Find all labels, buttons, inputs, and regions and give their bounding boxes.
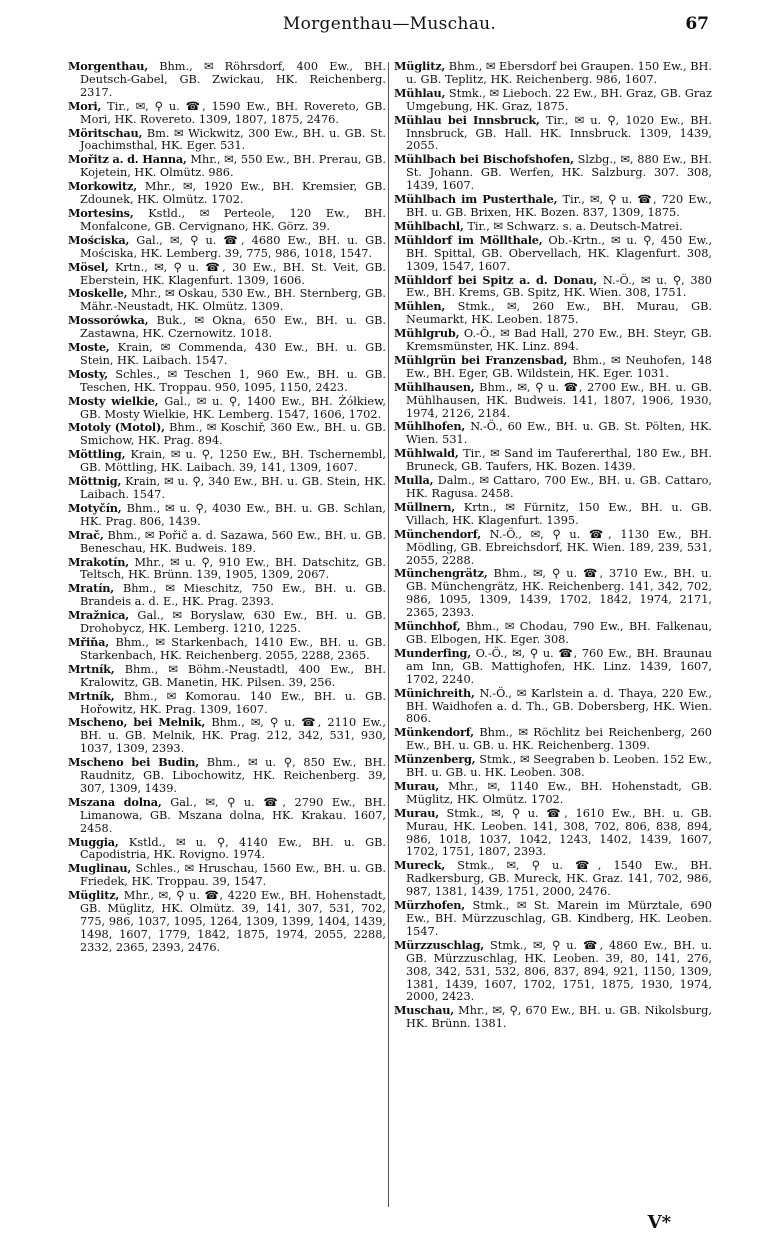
gazetteer-entry: [394, 807, 712, 860]
entry-details: Stmk., ✉, ⚲ u. ☎, 1540 Ew., BH. Radkersburg, GB. Mureck, HK. Graz. 141, 702, 986, 987, 1381, 1439, 1751, 2000, 2476.: [406, 859, 712, 899]
place-name: Mühlhofen,: [394, 419, 466, 434]
gazetteer-entry: [68, 180, 386, 207]
entry-details: Kstld., ✉ u. ⚲, 4140 Ew., BH. u. GB. Capodistria, HK. Rovigno. 1974.: [80, 835, 386, 862]
gazetteer-entry: [68, 556, 386, 583]
column-divider: [388, 62, 389, 1207]
place-name: Mühlbach bei Bischofshofen,: [394, 152, 574, 167]
entry-details: Krain, ✉ Commenda, 430 Ew., BH. u. GB. Stein, HK. Laibach. 1547.: [80, 341, 386, 367]
entry-details: Schles., ✉ Hruschau, 1560 Ew., BH. u. GB. Friedek, HK. Troppau. 39, 1547.: [80, 862, 386, 889]
place-name: Mscheno, bei Melnik,: [68, 715, 206, 730]
place-name: Mořitz a. d. Hanna,: [68, 152, 187, 167]
gazetteer-entry: [68, 609, 386, 636]
place-name: Müglitz,: [394, 60, 446, 73]
place-name: Mühlau bei Innsbruck,: [394, 112, 540, 127]
place-name: Murau,: [394, 805, 439, 820]
place-name: Mosty,: [68, 366, 108, 381]
gazetteer-entry: [394, 327, 712, 354]
entry-details: Bhm., ✉, ⚲ u. ☎, 2700 Ew., BH. u. GB. Mühlhausen, HK. Budweis. 141, 1807, 1906, 1930, 1974, 2126, 2184.: [406, 380, 712, 420]
entry-details: Bhm., ✉ Ebersdorf bei Graupen. 150 Ew., BH. u. GB. Teplitz, HK. Reichenberg. 986, 1607.: [406, 60, 712, 86]
gazetteer-entry: [394, 114, 712, 154]
place-name: Mortesins,: [68, 205, 134, 220]
gazetteer-entry: [394, 381, 712, 421]
place-name: Mościska,: [68, 232, 130, 247]
gazetteer-entry: [394, 859, 712, 899]
entry-details: Kstld., ✉ Perteole, 120 Ew., BH. Monfalcone, GB. Cervignano, HK. Görz. 39.: [80, 206, 386, 233]
entry-details: Gal., ✉, ⚲ u. ☎, 2790 Ew., BH. Limanowa, GB. Mszana dolna, HK. Krakau. 1607, 2458.: [80, 795, 386, 835]
entry-details: Krain, ✉ u. ⚲, 340 Ew., BH. u. GB. Stein, HK. Laibach. 1547.: [80, 475, 386, 501]
place-name: Münchengrätz,: [394, 566, 488, 581]
place-name: Münkendorf,: [394, 725, 474, 740]
place-name: Muglinau,: [68, 861, 132, 876]
place-name: Mühldorf bei Spitz a. d. Donau,: [394, 272, 598, 287]
gazetteer-entry: [68, 60, 386, 100]
place-name: Moste,: [68, 340, 110, 355]
gazetteer-entry: [394, 153, 712, 193]
entry-details: N.-Ö., ✉, ⚲ u. ☎, 1130 Ew., BH. Mödling, GB. Ebreichsdorf, HK. Wien. 189, 239, 531, 2055, 2288.: [406, 527, 712, 567]
gazetteer-entry: [394, 474, 712, 501]
entry-details: N.-Ö., 60 Ew., BH. u. GB. St. Pölten, HK. Wien. 531.: [406, 420, 712, 447]
entry-details: Bhm., ✉ Böhm.-Neustadtl, 400 Ew., BH. Kralowitz, GB. Manetin, HK. Pilsen. 39, 256.: [80, 662, 386, 689]
gazetteer-entry: [68, 796, 386, 836]
entry-details: Bhm., ✉, ⚲ u. ☎, 2110 Ew., BH. u. GB. Melnik, HK. Prag. 212, 342, 531, 930, 1037, 1309, 2393.: [80, 716, 386, 756]
place-name: Möritschau,: [68, 125, 143, 140]
entry-details: Tir., ✉, ⚲ u. ☎, 720 Ew., BH. u. GB. Brixen, HK. Bozen. 837, 1309, 1875.: [406, 193, 712, 219]
gazetteer-entry: [68, 448, 386, 475]
gazetteer-entry: [68, 836, 386, 863]
entry-details: Mhr., ✉, ⚲ u. ☎, 4220 Ew., BH. Hohenstadt, GB. Müglitz, HK. Olmütz. 39, 141, 307, 531, 702, 775, 986, 1037, 1095, 1264, 1309, 1399, 1404, 1439, 1498, 1607, 1779, 1842, 1875, 1974, 2055, 2288, 2332, 2365, 2393, 2476.: [80, 889, 386, 954]
entry-details: Dalm., ✉ Cattaro, 700 Ew., BH. u. GB. Cattaro, HK. Ragusa. 2458.: [406, 474, 712, 500]
place-name: Münzenberg,: [394, 752, 476, 767]
gazetteer-entry: [394, 447, 712, 474]
place-name: Mrtník,: [68, 661, 115, 676]
gazetteer-entry: [68, 862, 386, 889]
gazetteer-entry: [68, 502, 386, 529]
place-name: Motoly (Motol),: [68, 420, 165, 435]
gazetteer-entry: [68, 636, 386, 663]
page-header: [0, 14, 779, 40]
entry-details: Mhr., ✉ Oskau, 530 Ew., BH. Sternberg, GB. Mähr.-Neustadt, HK. Olmütz. 1309.: [80, 287, 386, 314]
gazetteer-entry: [68, 261, 386, 288]
place-name: Müllnern,: [394, 499, 456, 514]
place-name: Mureck,: [394, 858, 446, 873]
place-name: Mühlau,: [394, 85, 446, 100]
gazetteer-entry: [394, 501, 712, 528]
entry-details: Ob.-Krtn., ✉ u. ⚲, 450 Ew., BH. Spittal, GB. Obervellach, HK. Klagenfurt. 308, 1309, 1547, 1607.: [406, 233, 712, 273]
gazetteer-entry: [394, 354, 712, 381]
entry-details: O.-Ö., ✉ Bad Hall, 270 Ew., BH. Steyr, GB. Kremsmünster, HK. Linz. 894.: [406, 327, 712, 354]
entry-details: Bhm., ✉ Neuhofen, 148 Ew., BH. Eger, GB. Wildstein, HK. Eger. 1031.: [406, 353, 712, 380]
place-name: Mosty wielkie,: [68, 393, 159, 408]
place-name: Mrtník,: [68, 688, 115, 703]
place-name: Mrakotín,: [68, 554, 129, 569]
gazetteer-entry: [68, 582, 386, 609]
entry-details: Gal., ✉, ⚲ u. ☎, 4680 Ew., BH. u. GB. Mościska, HK. Lemberg. 39, 775, 986, 1018, 1547.: [80, 233, 386, 260]
entry-details: Krtn., ✉, ⚲ u. ☎, 30 Ew., BH. St. Veit, GB. Eberstein, HK. Klagenfurt. 1309, 1606.: [80, 260, 386, 287]
place-name: Mszana dolna,: [68, 794, 162, 809]
gazetteer-entry: [394, 939, 712, 1005]
gazetteer-entry: [68, 663, 386, 690]
entry-details: Schles., ✉ Teschen 1, 960 Ew., BH. u. GB. Teschen, HK. Troppau. 950, 1095, 1150, 2423.: [80, 367, 386, 394]
left-column: [68, 60, 386, 1220]
entry-details: Bhm., ✉ u. ⚲, 850 Ew., BH. Raudnitz, GB. Libochowitz, HK. Reichenberg. 39, 307, 1309, 1439.: [80, 756, 386, 795]
place-name: Morgenthau,: [68, 60, 148, 73]
place-name: Mühldorf im Möllthale,: [394, 232, 543, 247]
place-name: Mřiňa,: [68, 634, 110, 649]
entry-details: Stmk., ✉, 260 Ew., BH. Murau, GB. Neumarkt, HK. Leoben. 1875.: [406, 300, 712, 327]
entry-details: Bhm., ✉ Chodau, 790 Ew., BH. Falkenau, GB. Elbogen, HK. Eger. 308.: [406, 620, 712, 646]
gazetteer-entry: [394, 300, 712, 327]
place-name: Mrač,: [68, 527, 104, 542]
place-name: Mossorówka,: [68, 313, 149, 328]
right-column: [394, 60, 712, 1220]
gazetteer-entry: [68, 153, 386, 180]
gazetteer-entry: [394, 1004, 712, 1031]
place-name: Morkowitz,: [68, 179, 137, 194]
entry-details: Mhr., ✉, ⚲, 670 Ew., BH. u. GB. Nikolsburg, HK. Brünn. 1381.: [406, 1004, 712, 1031]
entry-details: Stmk., ✉ Seegraben b. Leoben. 152 Ew., BH. u. GB. u. HK. Leoben. 308.: [406, 753, 712, 780]
place-name: Mühlgrub,: [394, 326, 460, 341]
entry-details: Stmk., ✉ St. Marein im Mürztale, 690 Ew., BH. Mürzzuschlag, GB. Kindberg, HK. Leoben. 1547.: [406, 899, 712, 938]
gazetteer-entry: [394, 234, 712, 274]
entry-details: Tir., ✉ Sand im Taufererthal, 180 Ew., BH. Bruneck, GB. Taufers, HK. Bozen. 1439.: [406, 447, 712, 474]
place-name: Motyčín,: [68, 500, 122, 515]
entry-details: Gal., ✉ u. ⚲, 1400 Ew., BH. Żółkiew, GB. Mosty Wielkie, HK. Lemberg. 1547, 1606, 1702.: [80, 394, 386, 421]
entry-details: Bhm., ✉ Röhrsdorf, 400 Ew., BH. Deutsch-Gabel, GB. Zwickau, HK. Reichenberg. 2317.: [80, 60, 386, 99]
place-name: Mühlwald,: [394, 446, 459, 461]
place-name: Mühlgrün bei Franzensbad,: [394, 352, 568, 367]
place-name: Mühlhausen,: [394, 379, 475, 394]
entry-details: Bhm., ✉ Mieschitz, 750 Ew., BH. u. GB. Brandeis a. d. E., HK. Prag. 2393.: [80, 582, 386, 609]
place-name: Mori,: [68, 98, 102, 113]
gazetteer-entry: [394, 60, 712, 87]
entry-details: Mhr., ✉, 550 Ew., BH. Prerau, GB. Kojetein, HK. Olmütz. 986.: [80, 153, 386, 180]
entry-details: Bhm., ✉ Koschiř, 360 Ew., BH. u. GB. Smichow, HK. Prag. 894.: [80, 421, 386, 448]
gazetteer-entry: [68, 690, 386, 717]
entry-details: N.-Ö., ✉ Karlstein a. d. Thaya, 220 Ew., BH. Waidhofen a. d. Th., GB. Dobersberg, HK. Wien. 806.: [406, 686, 712, 726]
place-name: Mürzhofen,: [394, 898, 466, 913]
entry-details: Stmk., ✉, ⚲ u. ☎, 1610 Ew., BH. u. GB. Murau, HK. Leoben. 141, 308, 702, 806, 838, 894, 986, 1018, 1037, 1042, 1243, 1402, 1439, 1607, 1702, 1751, 1807, 2393.: [406, 806, 712, 859]
gazetteer-entry: [394, 220, 712, 234]
entry-details: Krtn., ✉ Fürnitz, 150 Ew., BH. u. GB. Villach, HK. Klagenfurt. 1395.: [406, 500, 712, 527]
place-name: Münchhof,: [394, 619, 461, 634]
entry-details: Mhr., ✉ u. ⚲, 910 Ew., BH. Datschitz, GB. Teltsch, HK. Brünn. 139, 1905, 1309, 2067.: [80, 555, 386, 582]
entry-details: Stmk., ✉ Lieboch. 22 Ew., BH. Graz, GB. Graz Umgebung, HK. Graz, 1875.: [406, 86, 712, 113]
signature-mark: V*: [647, 1212, 671, 1233]
place-name: Moskelle,: [68, 286, 128, 301]
entry-details: O.-Ö., ✉, ⚲ u. ☎, 760 Ew., BH. Braunau am Inn, GB. Mattighofen, HK. Linz. 1439, 1607, 1702, 2240.: [406, 646, 712, 686]
place-name: Möttnig,: [68, 474, 122, 489]
entry-details: Tir., ✉ u. ⚲, 1020 Ew., BH. Innsbruck, GB. Hall. HK. Innsbruck. 1309, 1439, 2055.: [406, 113, 712, 153]
gazetteer-entry: [68, 314, 386, 341]
place-name: Mratín,: [68, 581, 115, 596]
place-name: Murau,: [394, 778, 439, 793]
place-name: Mühlbachl,: [394, 218, 464, 233]
entry-details: Bhm., ✉, ⚲ u. ☎, 3710 Ew., BH. u. GB. Münchengrätz, HK. Reichenberg. 141, 342, 702, 986, 1095, 1309, 1439, 1702, 1842, 1974, 2171, 2365, 2393.: [406, 567, 712, 620]
entry-details: Mhr., ✉, 1920 Ew., BH. Kremsier, GB. Zdounek, HK. Olmütz. 1702.: [80, 180, 386, 207]
gazetteer-entry: [68, 207, 386, 234]
entry-details: Bhm., ✉ Pořič a. d. Sazawa, 560 Ew., BH. u. GB. Beneschau, HK. Budweis. 189.: [80, 528, 386, 555]
place-name: Mürzzuschlag,: [394, 937, 485, 952]
gazetteer-entry: [68, 716, 386, 756]
gazetteer-entry: [68, 529, 386, 556]
gazetteer-entry: [394, 753, 712, 780]
gazetteer-entry: [68, 127, 386, 154]
place-name: Münchendorf,: [394, 526, 481, 541]
place-name: Müglitz,: [68, 888, 120, 903]
entry-details: Bhm., ✉ Röchlitz bei Reichenberg, 260 Ew., BH. u. GB. u. HK. Reichenberg. 1309.: [406, 726, 712, 753]
entry-details: Bhm., ✉ Komorau. 140 Ew., BH. u. GB. Hořowitz, HK. Prag. 1309, 1607.: [80, 689, 386, 716]
gazetteer-entry: [394, 567, 712, 620]
place-name: Mulla,: [394, 473, 434, 488]
gazetteer-entry: [394, 620, 712, 647]
gazetteer-entry: [394, 647, 712, 687]
place-name: Muggia,: [68, 834, 119, 849]
gazetteer-entry: [394, 899, 712, 939]
gazetteer-entry: [394, 274, 712, 301]
entry-details: Bhm., ✉ u. ⚲, 4030 Ew., BH. u. GB. Schlan, HK. Prag. 806, 1439.: [80, 501, 386, 528]
place-name: Munderfing,: [394, 645, 471, 660]
place-name: Mühlbach im Pusterthale,: [394, 192, 558, 207]
place-name: Mösel,: [68, 259, 109, 274]
page-number: 67: [685, 14, 709, 34]
gazetteer-entry: [68, 756, 386, 796]
gazetteer-entry: [68, 368, 386, 395]
gazetteer-entry: [68, 341, 386, 368]
gazetteer-entry: [394, 420, 712, 447]
place-name: Mražnica,: [68, 608, 130, 623]
gazetteer-entry: [68, 475, 386, 502]
gazetteer-entry: [68, 234, 386, 261]
place-name: Mscheno bei Budin,: [68, 755, 199, 770]
gazetteer-entry: [394, 528, 712, 568]
entry-details: Slzbg., ✉, 880 Ew., BH. St. Johann. GB. Werfen, HK. Salzburg. 307. 308, 1439, 1607.: [406, 153, 712, 193]
entry-details: Bm. ✉ Wickwitz, 300 Ew., BH. u. GB. St. Joachimsthal, HK. Eger. 531.: [80, 126, 386, 153]
gazetteer-entry: [394, 87, 712, 114]
entry-details: Gal., ✉ Boryslaw, 630 Ew., BH. u. GB. Drohobycz, HK. Lemberg. 1210, 1225.: [80, 609, 386, 636]
place-name: Muschau,: [394, 1003, 455, 1018]
entry-details: Bhm., ✉ Starkenbach, 1410 Ew., BH. u. GB. Starkenbach, HK. Reichenberg. 2055, 2288, 2365.: [80, 635, 386, 662]
entry-details: Mhr., ✉, 1140 Ew., BH. Hohenstadt, GB. Müglitz, HK. Olmütz. 1702.: [406, 779, 712, 806]
gazetteer-entry: [394, 726, 712, 753]
entry-details: Stmk., ✉, ⚲ u. ☎, 4860 Ew., BH. u. GB. Mürzzuschlag, HK. Leoben. 39, 80, 141, 276, 308, 342, 531, 532, 806, 837, 894, 921, 1150, 1309, 1381, 1439, 1607, 1702, 1751, 1875, 1930, 1974, 2000, 2423.: [406, 938, 712, 1004]
gazetteer-entry: [68, 287, 386, 314]
entry-details: N.-Ö., ✉ u. ⚲, 380 Ew., BH. Krems, GB. Spitz, HK. Wien. 308, 1751.: [406, 273, 712, 300]
gazetteer-entry: [68, 421, 386, 448]
gazetteer-entry: [68, 100, 386, 127]
running-head: Morgenthau—Muschau.: [282, 14, 497, 34]
gazetteer-entry: [394, 193, 712, 220]
place-name: Möttling,: [68, 447, 126, 462]
gazetteer-entry: [68, 889, 386, 955]
gazetteer-entry: [394, 780, 712, 807]
entry-details: Tir., ✉, ⚲ u. ☎, 1590 Ew., BH. Rovereto, GB. Mori, HK. Rovereto. 1309, 1807, 1875, 2476.: [80, 99, 386, 126]
entry-details: Krain, ✉ u. ⚲, 1250 Ew., BH. Tschernembl, GB. Möttling, HK. Laibach. 39, 141, 1309, 1607.: [80, 448, 386, 475]
gazetteer-entry: [68, 395, 386, 422]
place-name: Münichreith,: [394, 685, 475, 700]
place-name: Mühlen,: [394, 299, 446, 314]
gazetteer-entry: [394, 687, 712, 727]
entry-details: Buk., ✉ Okna, 650 Ew., BH. u. GB. Zastawna, HK. Czernowitz. 1018.: [80, 314, 386, 341]
entry-details: Tir., ✉ Schwarz. s. a. Deutsch-Matrei.: [463, 219, 683, 233]
